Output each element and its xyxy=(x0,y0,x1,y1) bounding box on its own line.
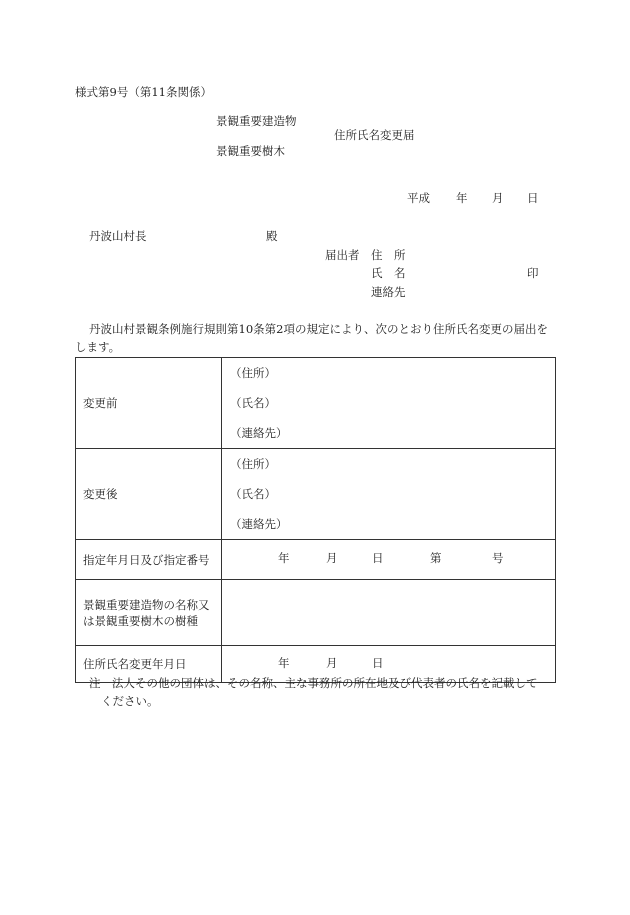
applicant-address-label: 住 所 xyxy=(371,248,406,262)
date-day: 日 xyxy=(527,191,539,205)
after-name: （氏名） xyxy=(230,487,276,501)
change-date-year: 年 xyxy=(278,656,290,670)
addressee-name: 丹波山村長 xyxy=(89,229,147,243)
before-fields[interactable] xyxy=(222,358,556,449)
title-tree: 景観重要樹木 xyxy=(216,144,285,158)
table-row-after xyxy=(76,449,556,540)
change-date-month: 月 xyxy=(326,656,338,670)
building-label xyxy=(76,580,222,646)
note-line2: ください。 xyxy=(101,694,159,708)
addressee-honorific: 殿 xyxy=(266,229,278,243)
date-month: 月 xyxy=(492,191,504,205)
table-row-designation xyxy=(76,540,556,580)
building-field[interactable] xyxy=(222,580,556,646)
change-form-table xyxy=(75,357,556,683)
applicant-label: 届出者 xyxy=(325,248,360,262)
after-label: 変更後 xyxy=(76,449,222,540)
change-date-label: 住所氏名変更年月日 xyxy=(76,646,222,683)
date-year: 年 xyxy=(456,191,468,205)
table-row-before xyxy=(76,358,556,449)
seal-mark: 印 xyxy=(527,266,539,280)
before-name: （氏名） xyxy=(230,396,276,410)
before-contact: （連絡先） xyxy=(230,426,288,440)
change-date-day: 日 xyxy=(372,656,384,670)
form-number: 様式第9号（第11条関係） xyxy=(75,85,212,99)
applicant-contact-label: 連絡先 xyxy=(371,285,406,299)
after-fields[interactable] xyxy=(222,449,556,540)
designation-dai: 第 xyxy=(430,551,442,565)
after-address: （住所） xyxy=(230,457,276,471)
designation-label: 指定年月日及び指定番号 xyxy=(76,540,222,580)
body-text-line2: します。 xyxy=(75,340,121,354)
designation-go: 号 xyxy=(492,551,504,565)
designation-month: 月 xyxy=(326,551,338,565)
building-label-line1: 景観重要建造物の名称又 xyxy=(83,597,210,612)
designation-year: 年 xyxy=(278,551,290,565)
title-building: 景観重要建造物 xyxy=(216,114,297,128)
building-label-line2: は景観重要樹木の樹種 xyxy=(83,613,198,628)
designation-fields[interactable] xyxy=(222,540,556,580)
before-address: （住所） xyxy=(230,366,276,380)
form-title: 住所氏名変更届 xyxy=(334,128,415,142)
table-row-building xyxy=(76,580,556,646)
after-contact: （連絡先） xyxy=(230,517,288,531)
body-text-line1: 丹波山村景観条例施行規則第10条第2項の規定により、次のとおり住所氏名変更の届出を xyxy=(89,322,548,336)
date-era: 平成 xyxy=(407,191,430,205)
note-line1: 注 法人その他の団体は、その名称、主な事務所の所在地及び代表者の氏名を記載して xyxy=(89,676,538,690)
applicant-name-label: 氏 名 xyxy=(371,266,406,280)
before-label: 変更前 xyxy=(76,358,222,449)
designation-day: 日 xyxy=(372,551,384,565)
